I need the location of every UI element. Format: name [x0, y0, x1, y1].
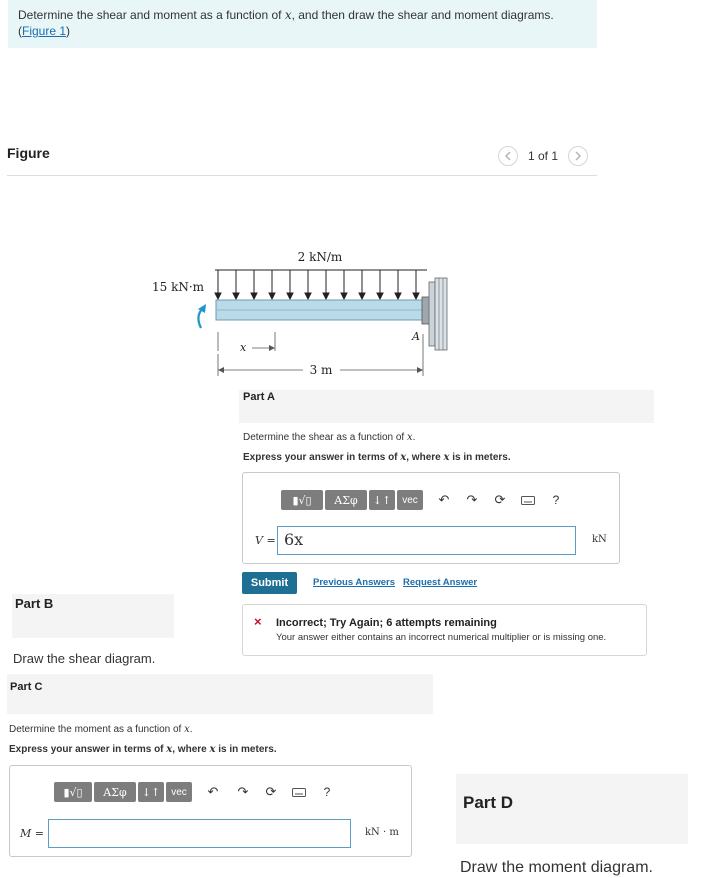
- figure-title: Figure: [7, 145, 50, 161]
- part-c-instruction: Express your answer in terms of x, where x is in meters.: [9, 744, 277, 755]
- part-d-title: Part D: [463, 793, 514, 812]
- help-button[interactable]: ?: [552, 493, 560, 507]
- part-d-header[interactable]: [456, 774, 688, 844]
- greek-symbols-button[interactable]: ΑΣφ: [325, 490, 367, 510]
- templates-button[interactable]: ▮√▯: [281, 490, 323, 510]
- part-c-title: Part C: [10, 681, 43, 693]
- part-d-instruction: Draw the moment diagram.: [460, 859, 653, 876]
- part-a-question: Determine the shear as a function of x.: [243, 432, 416, 443]
- chevron-left-icon: [504, 151, 512, 161]
- span-label: 3 m: [309, 363, 333, 377]
- distributed-load: [215, 270, 427, 299]
- statement-variable: x: [284, 8, 292, 22]
- incorrect-icon: ×: [254, 614, 262, 629]
- part-b-instruction: Draw the shear diagram.: [13, 651, 156, 666]
- arrows-button[interactable]: ↓↑: [138, 782, 164, 802]
- part-c-header[interactable]: [7, 674, 433, 714]
- figure-divider: [7, 175, 597, 176]
- greek-symbols-button[interactable]: ΑΣφ: [94, 782, 136, 802]
- submit-button[interactable]: Submit: [242, 572, 297, 594]
- redo-icon[interactable]: ↷: [466, 492, 478, 507]
- x-label: x: [240, 341, 247, 354]
- vector-button[interactable]: vec: [397, 490, 423, 510]
- part-c-question: Determine the moment as a function of x.: [9, 724, 193, 735]
- help-button[interactable]: ?: [323, 785, 331, 799]
- next-figure-button[interactable]: [568, 146, 588, 166]
- templates-button[interactable]: ▮√▯: [54, 782, 92, 802]
- previous-answers-link[interactable]: Previous Answers: [313, 577, 396, 588]
- part-a-instruction: Express your answer in terms of x, where x is in meters.: [243, 452, 511, 463]
- problem-statement: [8, 0, 597, 48]
- prev-figure-button[interactable]: [498, 146, 518, 166]
- part-a-header[interactable]: [239, 390, 654, 423]
- feedback-box: [242, 604, 647, 656]
- keyboard-icon[interactable]: [517, 490, 539, 510]
- support-label: A: [412, 330, 420, 343]
- undo-icon[interactable]: ↶: [438, 492, 450, 507]
- paren-close: ): [66, 24, 71, 38]
- pager-count: 1 of 1: [528, 149, 559, 163]
- part-b-header[interactable]: [12, 594, 174, 638]
- part-a-answer-input[interactable]: 6x: [277, 526, 576, 555]
- part-a-unit: kN: [592, 534, 607, 545]
- part-c-toolbar: [54, 782, 338, 802]
- load-label: 2 kN/m: [297, 250, 343, 264]
- keyboard-icon[interactable]: [288, 782, 310, 802]
- figure-link[interactable]: Figure 1: [22, 24, 67, 38]
- part-c-answer-box: [9, 765, 412, 857]
- paren-open: (: [18, 24, 22, 38]
- figure-pager: [498, 146, 588, 166]
- vector-button[interactable]: vec: [166, 782, 192, 802]
- beam-figure: [140, 238, 460, 383]
- part-a-variable: V =: [255, 534, 276, 547]
- part-c-variable: M =: [20, 827, 44, 840]
- chevron-right-icon: [574, 151, 582, 161]
- part-c-unit: kN · m: [365, 827, 399, 838]
- part-b-title: Part B: [15, 596, 54, 611]
- moment-label: 15 kN·m: [152, 280, 205, 294]
- fixed-support: [422, 278, 447, 350]
- reset-icon[interactable]: ⟳: [494, 492, 506, 507]
- redo-icon[interactable]: ↷: [237, 784, 249, 799]
- feedback-message: Your answer either contains an incorrect numerical multiplier or is missing one.: [276, 632, 607, 643]
- reset-icon[interactable]: ⟳: [265, 784, 277, 799]
- part-a-title: Part A: [243, 391, 275, 403]
- part-a-toolbar: [281, 490, 567, 510]
- undo-icon[interactable]: ↶: [207, 784, 219, 799]
- part-c-answer-input[interactable]: [48, 819, 351, 848]
- request-answer-link[interactable]: Request Answer: [403, 577, 478, 588]
- statement-text: Determine the shear and moment as a function of: [18, 8, 285, 22]
- part-a-answer-box: [242, 472, 620, 564]
- arrows-button[interactable]: ↓↑: [369, 490, 395, 510]
- feedback-title: Incorrect; Try Again; 6 attempts remaining: [276, 617, 497, 629]
- statement-text-end: , and then draw the shear and moment diagrams.: [291, 8, 554, 22]
